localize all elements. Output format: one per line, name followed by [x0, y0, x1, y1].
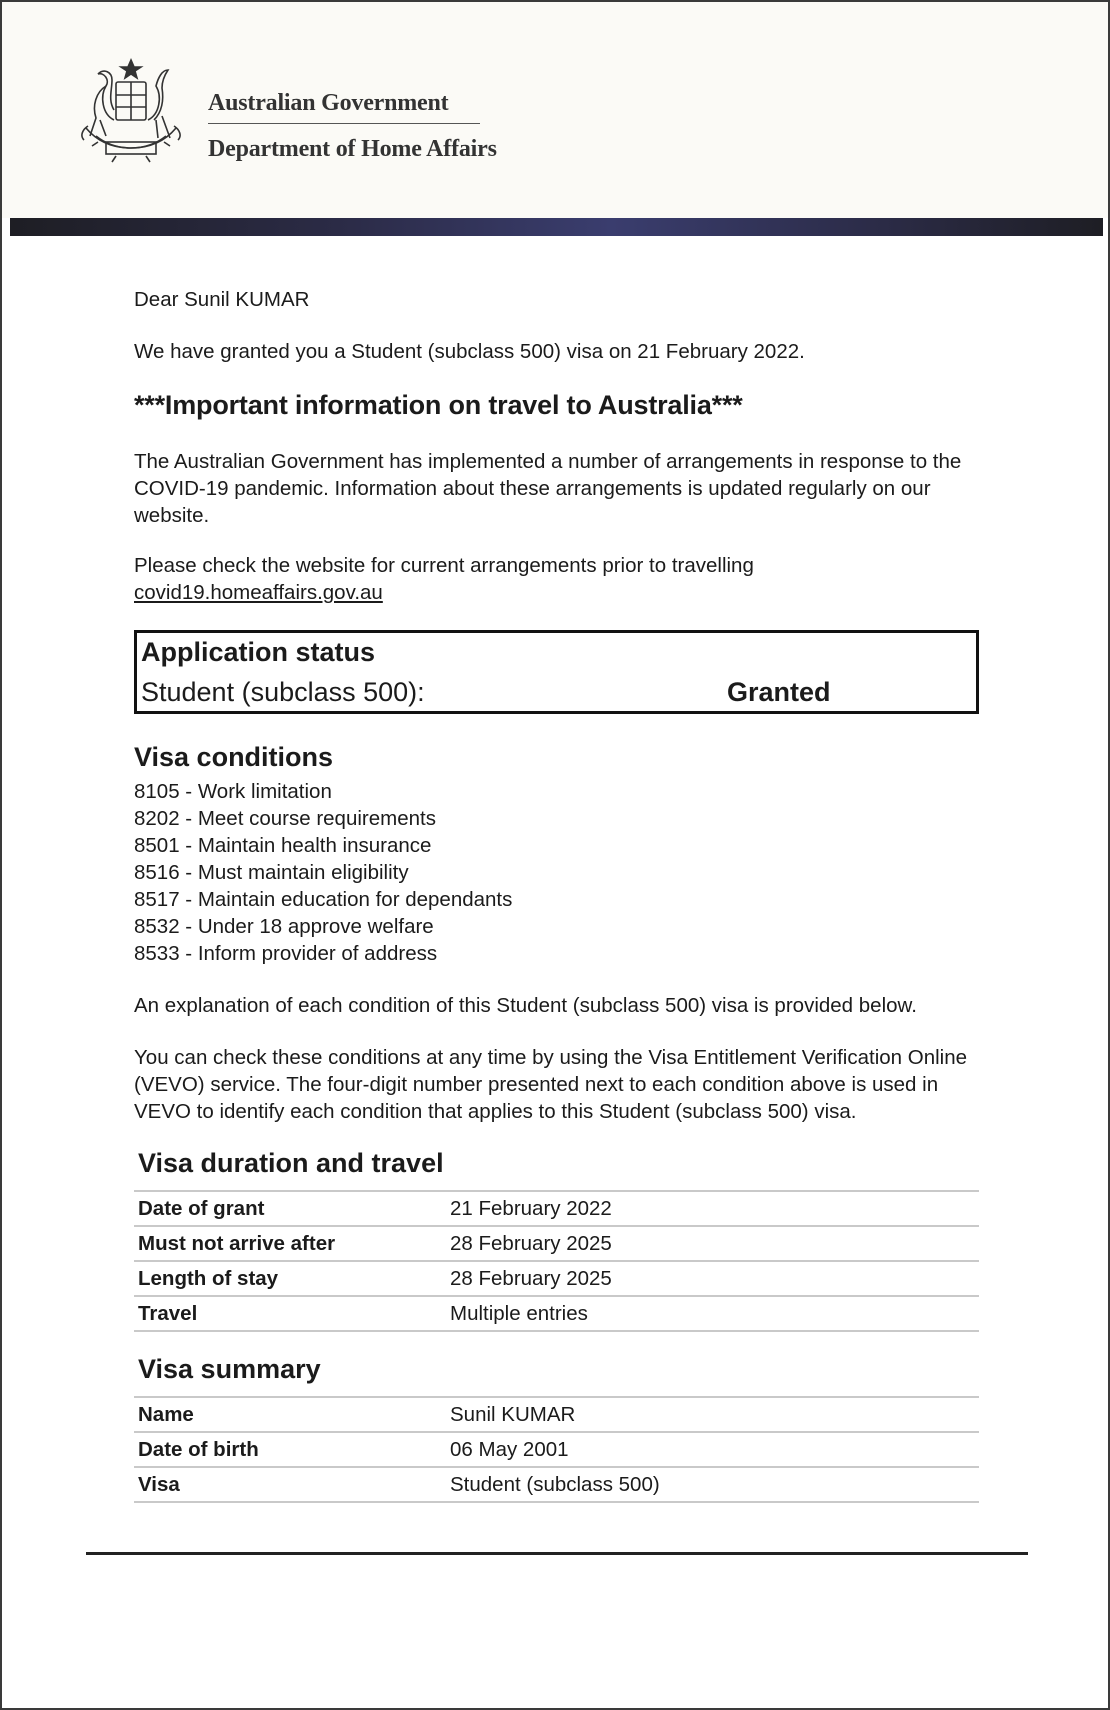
table-row — [134, 1432, 979, 1467]
check-website-text: Please check the website for current arrangements prior to travelling — [134, 554, 754, 577]
application-status-label: Student (subclass 500): — [141, 677, 425, 707]
coat-of-arms-icon — [66, 56, 196, 168]
row-value: Multiple entries — [446, 1296, 979, 1331]
row-label: Name — [134, 1397, 446, 1432]
visa-conditions-list — [134, 778, 512, 967]
row-label: Date of grant — [134, 1191, 446, 1226]
row-label: Length of stay — [134, 1261, 446, 1296]
government-name: Australian Government — [208, 90, 449, 116]
table-row — [134, 1226, 979, 1261]
grant-statement: We have granted you a Student (subclass 500) visa on 21 February 2022. — [134, 340, 805, 363]
visa-summary-table — [134, 1396, 979, 1503]
condition-item: 8517 - Maintain education for dependants — [134, 888, 513, 911]
row-value: Student (subclass 500) — [446, 1467, 979, 1502]
application-status-box — [134, 630, 979, 714]
row-value: 28 February 2025 — [446, 1226, 979, 1261]
visa-duration-table — [134, 1190, 979, 1332]
application-status-value: Granted — [727, 677, 831, 707]
letterhead-divider — [208, 123, 480, 124]
row-value: 21 February 2022 — [446, 1191, 979, 1226]
table-row — [134, 1467, 979, 1502]
important-heading: ***Important information on travel to Australia*** — [134, 390, 743, 420]
condition-item: 8533 - Inform provider of address — [134, 942, 438, 965]
table-row — [134, 1191, 979, 1226]
visa-conditions-title: Visa conditions — [134, 742, 334, 772]
row-value: Sunil KUMAR — [446, 1397, 979, 1432]
salutation: Dear Sunil KUMAR — [134, 288, 310, 311]
row-value: 06 May 2001 — [446, 1432, 979, 1467]
condition-item: 8105 - Work limitation — [134, 780, 332, 803]
conditions-explanation: An explanation of each condition of this Student (subclass 500) visa is provided below. — [134, 994, 917, 1017]
table-row — [134, 1397, 979, 1432]
letterhead — [2, 2, 1108, 218]
row-value: 28 February 2025 — [446, 1261, 979, 1296]
row-label: Date of birth — [134, 1432, 446, 1467]
row-label: Visa — [134, 1467, 446, 1502]
covid-website-link[interactable]: covid19.homeaffairs.gov.au — [134, 581, 383, 604]
visa-summary-title: Visa summary — [138, 1354, 321, 1384]
condition-item: 8202 - Meet course requirements — [134, 807, 436, 830]
row-label: Travel — [134, 1296, 446, 1331]
row-label: Must not arrive after — [134, 1226, 446, 1261]
footer-divider — [86, 1552, 1028, 1555]
application-status-title: Application status — [141, 637, 376, 667]
visa-duration-title: Visa duration and travel — [138, 1148, 444, 1178]
header-band — [10, 218, 1103, 236]
department-name: Department of Home Affairs — [208, 136, 497, 162]
check-website-paragraph — [134, 552, 984, 606]
table-row — [134, 1296, 979, 1331]
covid-paragraph: The Australian Government has implemented a number of arrangements in response to the COVID-19 pandemic. Information about these arrangements is updated regularly on our website. — [134, 450, 962, 527]
condition-item: 8501 - Maintain health insurance — [134, 834, 432, 857]
vevo-paragraph: You can check these conditions at any time by using the Visa Entitlement Verification Online (VEVO) service. The four-digit number presented next to each condition above is used in VEVO to identify each condition that applies to this Student (subclass 500) visa. — [134, 1046, 968, 1123]
table-row — [134, 1261, 979, 1296]
condition-item: 8516 - Must maintain eligibility — [134, 861, 409, 884]
condition-item: 8532 - Under 18 approve welfare — [134, 915, 434, 938]
